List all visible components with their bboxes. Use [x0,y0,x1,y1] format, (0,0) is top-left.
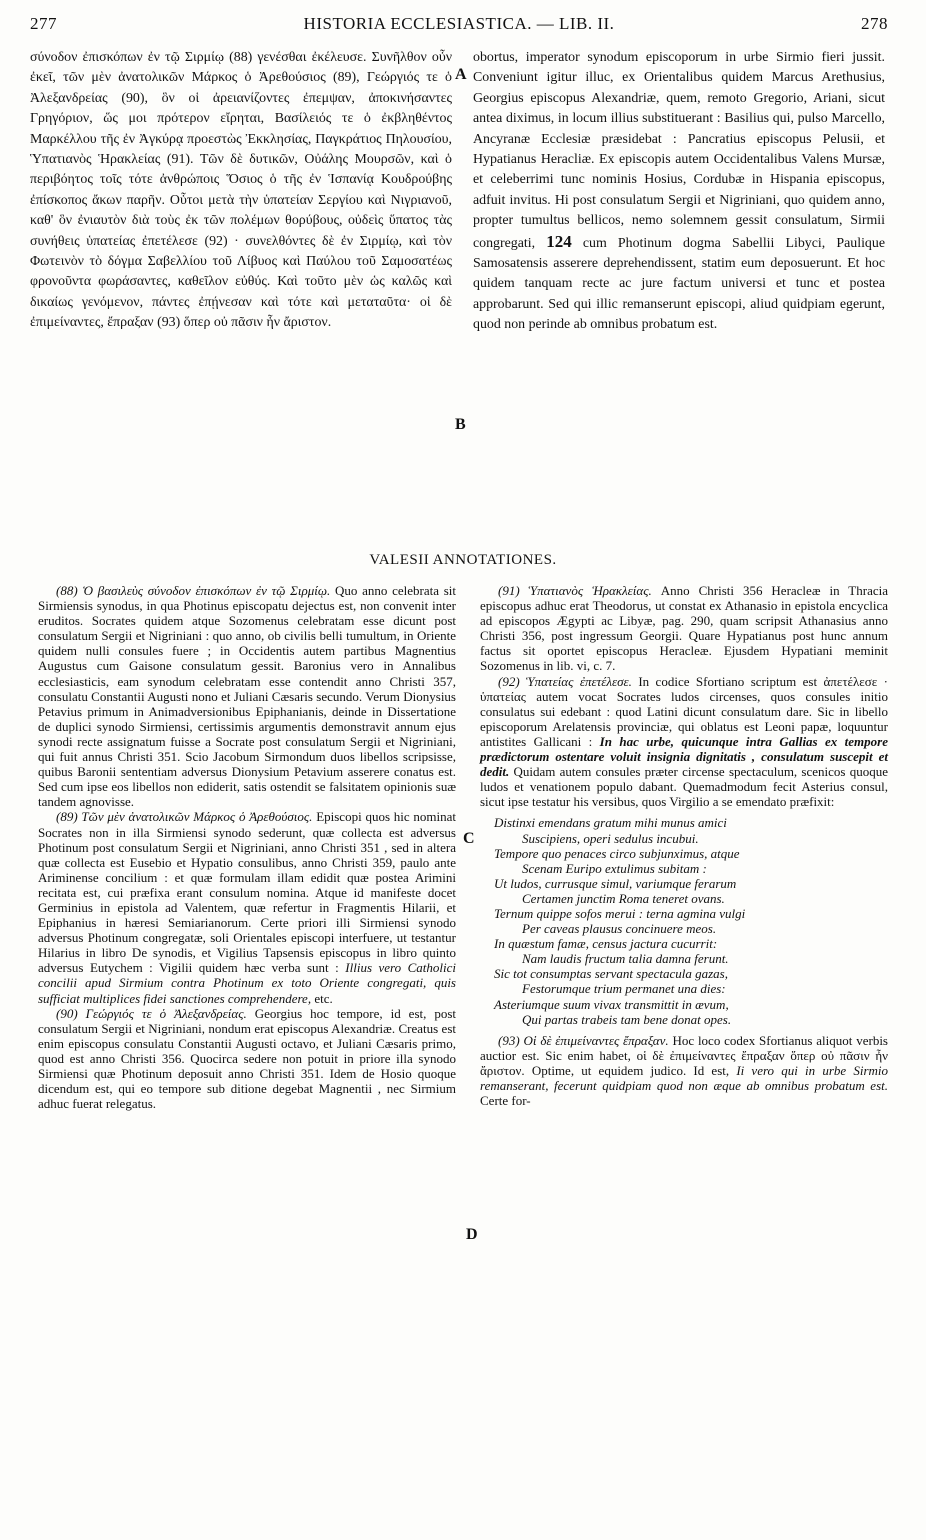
poem-line: Distinxi emendans gratum mihi munus amici [494,815,727,831]
column-number: 124 [546,231,572,251]
note-88 [38,583,456,809]
poem-line: Festorumque trium permanet una dies: [522,981,726,997]
note-89-end: etc. [314,990,333,1006]
note-89-quote: Illius vero Catholici concilii apud Sirmium contra Photinum ex toto Oriente congregati, quis sufficiat multiplices fidei sanctiones comprehendere, [38,960,456,1006]
note-92-text: In codice Sfortiano scriptum est ἀπετέλεσε · ὑπατείας autem vocat Socrates ludos circenses, quos consules initio consulatus sui edebant : quod Latini dicunt consulatum dare. Sic in libello episcoporum Arelatensis provinciæ, qui oblatus est Leoni papæ, loquuntur antistites Gallicani : [480,673,888,749]
latin-text-b: cum Photinum dogma Sabellii Libyci, Paulique Samosatensis asserere deprehendissent, statim eum deposuerunt. Et hoc quidem tanquam recte ac jure factum universi et tunc et postea approbarunt. Sed qui illic remanserunt episcopi, aliud quidpiam egerunt, quod non perinde ab omnibus probatum est. [473,235,885,333]
note-92 [480,674,888,810]
margin-letter-c: C [463,830,475,847]
note-93-text: Hoc loco codex Sfortianus aliquot verbis auctior est. Sic enim habet, οἱ δὲ ἐπιμείναντες ἔπραξαν ὅπερ οὐ πᾶσιν ἦν ἄριστον. Optime, ut equidem judico. Id est, [480,1032,888,1078]
note-91 [480,583,888,674]
poem-line: In quæstum famæ, census jactura cucurrit: [494,936,718,952]
note-91-ref: (91) Ὑπατιανὸς Ἡρακλείας. [498,583,652,598]
greek-text: σύνοδον ἐπισκόπων ἐν τῷ Σιρμίῳ (88) γενέσθαι ἐκέλευσε. Συνῆλθον οὖν ἐκεῖ, τῶν μὲν ἀνατολικῶν Μάρκος ὁ Ἀρεθούσιος (89), Γεώργιός τε ὁ Ἀλεξανδρείας (90), ὃν οἱ ἀρειανίζοντες ἐπεμψαν, ἀποκινήσαντες Γρηγόριον, ὥς μοι πρότερον εἴρηται, Βασίλειός τε ὁ ἐκβληθέντος Μαρκέλλου τῆς ἐν Ἀγκύρᾳ προεστὼς Ἐκκλησίας, Παγκράτιος Πηλουσίου, Ὑπατιανὸς Ἡρακλείας (91). Τῶν δὲ δυτικῶν, Οὐάλης Μουρσῶν, καὶ ὁ περιβόητος τοῖς τότε ἀνθρώποις Ὅσιος ὁ τῆς ἐν Ἱσπανίᾳ Κουδρούβης ἐπίσκοπος ἄκων παρῆν. Οὗτοι μετὰ τὴν ὑπατείαν Σεργίου καὶ Νιγριανοῦ, καθ' ὃν ἐνιαυτὸν διὰ τοὺς ἐκ τῶν πολέμων θορύβους, οὐδεὶς ὕπατος τὰς συνήθεις ὑπατείας ἐπετέλεσε (92) · συνελθόντες δὲ ἐν Σιρμίῳ, καὶ τὸν Φωτεινὸν τὸ δόγμα Σαβελλίου τοῦ Λίβυος καὶ Παύλου τοῦ Σαμοσατέως φρονοῦντα φωράσαντες, καθεῖλον εὐθύς. Καὶ τοῦτο μὲν ὡς καλῶς καὶ δικαίως γενόμενον, πάντες ἐπῄνεσαν καὶ τότε καὶ μεταταῦτα· οἱ δὲ ἐπιμείναντες, ἔπραξαν (93) ὅπερ οὐ πᾶσιν ἦν ἄριστον. [30,50,452,331]
latin-column [473,48,885,336]
poem-line: Ternum quippe sofos merui : terna agmina vulgi [494,905,746,921]
running-title: HISTORIA ECCLESIASTICA. — LIB. II. [303,14,615,33]
note-90 [38,1006,456,1112]
note-89 [38,809,456,1005]
note-88-text: Quo anno celebrata sit Sirmiensis synodus, in qua Photinus episcopatu dejectus est, non convenit inter eruditos. Socrates quidem atque Sozomenus celebratam esse dicunt post consulatum Sergii et Nigriniani : quo anno, ob civilis belli tumultum, in Oriente quidem nulli consules fuere ; in Occidentis autem partibus Magnentius Augustus cum Gaisone consulatum gessit. Baronius vero in Annalibus ecclesiasticis, eam synodum celebratam esse contendit anno Christi 357, consulatu Constantii Augusti nono et Juliani Cæsaris secundo. Verum Dionysius Petavius primum in Animadversionibus Epiphanianis, deinde in Dissertatione de duplici synodo Sirmiensi, certissimis argumentis demonstravit annum ejus synodi recte assignatum fuisse a Socrate post consulatum Sergii et Nigriniani, qui fuit annus Christi 351. Scio Jacobum Sirmondum duos libellos scripsisse, quibus Baronii sententiam adversus Dionysium Petavium asserere conatus est. Sed cum ipse eos libellos non ediderit, satis ostendit se falsitatem opinionis suæ tandem agnovisse. [38,583,457,810]
note-93-end: Certe for- [480,1093,531,1109]
poem-line: Ut ludos, currusque simul, variumque ferarum [494,875,737,891]
note-90-ref: (90) Γεώργιός τε ὁ Ἀλεξανδρείας. [56,1005,247,1021]
poem-line: Tempore quo penaces circo subjunximus, atque [494,845,740,861]
left-page-number: 277 [30,14,57,33]
note-93 [480,1033,888,1108]
notes-right-column [480,583,888,1108]
note-93-quote: Ii vero qui in urbe Sirmio remanserant, fecerunt quidpiam quod non æque ab omnibus probatum est. [480,1062,888,1093]
right-page-number: 278 [861,14,888,33]
poem-line: Asteriumque suum vivax transmittit in ævum, [494,996,729,1012]
note-92-text2: Quidam autem consules præter circense spectaculum, scenicos quoque ludos et venationem populo dabant. Quemadmodum fecit Asterius consul, sicut ipse testatur his versibus, quos Virgilio a se emendato præfixit: [480,764,888,810]
margin-letter-a: A [455,66,467,83]
margin-letter-b: B [455,416,466,433]
poem-line: Suscipiens, operi sedulus incubui. [522,830,699,846]
note-89-text: Episcopi quos hic nominat Socrates non in illa Sirmiensi synodo sederunt, quæ collecta est adversus Photinum post consulatum Sergii et Nigriniani, anno Christi 351 , sed in altera quæ collecta est Eusebio et Hypatio consulibus, anno Christi 359, paulo ante Ariminense concilium : et quæ formulam illam edidit quæ postea Arimini recitata est, cui præfixa erant consulum nomina. Atque id manifeste docet Germinius in epistola ad Valentem, quæ refertur in Fragmentis Hilarii, et Epiphanius in hæresi Semiarianorum. Certe priori illi Sirmiensi synodo adversus Photinum congregatæ, soli Orientales episcopi interfuere, ut testantur Hilarius in libro De synodis, et Vigilius Tapsensis episcopus in libro quinto adversus Eutychem : Vigilii quidem hæc verba sunt : [38,809,457,976]
poem-line: Sic tot consumptas servant spectacula gazas, [494,966,728,982]
margin-letter-d: D [466,1226,478,1243]
note-93-ref: (93) Οἱ δὲ ἐπιμείναντες ἔπραξαν. [498,1032,669,1048]
latin-text [473,48,885,336]
notes-left-column [38,583,456,1111]
annotations-title: VALESII ANNOTATIONES. [369,552,557,568]
note-92-quote: In hac urbe, quicunque intra Gallias ex tempore prædictorum ostentare voluit insignia dignitatis , consulatum suscepit et dedit. [480,733,888,780]
note-90-text: Georgius hoc tempore, id est, post consulatum Sergii et Nigriniani, nondum erat episcopus Alexandriæ. Creatus est enim episcopus consulatu Constantii Augusti octavo, et Juliani Cæsaris primo, quod est anno Christi 356. Quocirca sedere non potuit in priore illa synodo Sirmiensi quæ Photinum deposuit anno Christi 351. Idem de Hosio quoque dicendum est, qui eo tempore sub ditione degebat Magnentii , nec Sirmium adhuc fuerat relegatus. [38,1005,456,1112]
poem-line: Qui partas trabeis tam bene donat opes. [522,1011,732,1027]
note-91-text: Anno Christi 356 Heracleæ in Thracia episcopus adhuc erat Theodorus, ut constat ex Athanasio in epistola encyclica ad episcopos Ægypti ac Libyæ, pag. 290, quam scripsit Athanasius anno Christi 356, post ingressum Georgii. Quare Hypatianus post hunc annum factus sit oportet episcopus Heracleæ. Ejusdem Hypatiani meminit Sozomenus in lib. vi, c. 7. [480,583,888,674]
note-92-ref: (92) Ὑπατείας ἐπετέλεσε. [498,673,632,689]
poem-line: Per caveas plausus concinuere meos. [522,921,717,937]
note-88-ref: (88) Ὁ βασιλεὺς σύνοδον ἐπισκόπων ἐν τῷ Σιρμίῳ. [56,583,331,598]
poem-line: Nam laudis fructum talia damna ferunt. [522,951,729,967]
greek-column [30,48,452,334]
latin-text-a: obortus, imperator synodum episcoporum in urbe Sirmio fieri jussit. Conveniunt igitur illuc, ex Orientalibus quidem Marcus Arethusius, Georgius episcopus Alexandriæ, quem, remoto Gregorio, Ariani, sicut antea diximus, in locum illius substituerant : Basilius qui, pulso Marcello, Ancyranæ Ecclesiæ præsidebat : Pancratius episcopus Pelusii, et Hypatianus Heracliæ. Ex episcopis autem Occidentalibus Valens Mursæ, et celeberrimi tunc nominis Hosius, Cordubæ in Hispania episcopus, adfuit invitus. Hi post consulatum Sergii et Nigriniani, quo quidem anno, propter tumultus bellicos, nemo solemnem gessit consulatum, Sirmii congregati, [473,50,885,251]
running-header [30,14,888,40]
asterius-poem [494,815,888,1026]
poem-line: Certamen junctim Roma teneret ovans. [522,890,725,906]
note-89-ref: (89) Τῶν μὲν ἀνατολικῶν Μάρκος ὁ Ἀρεθούσιος. [56,809,313,825]
poem-line: Scenam Euripo extulimus subitam : [522,860,707,876]
